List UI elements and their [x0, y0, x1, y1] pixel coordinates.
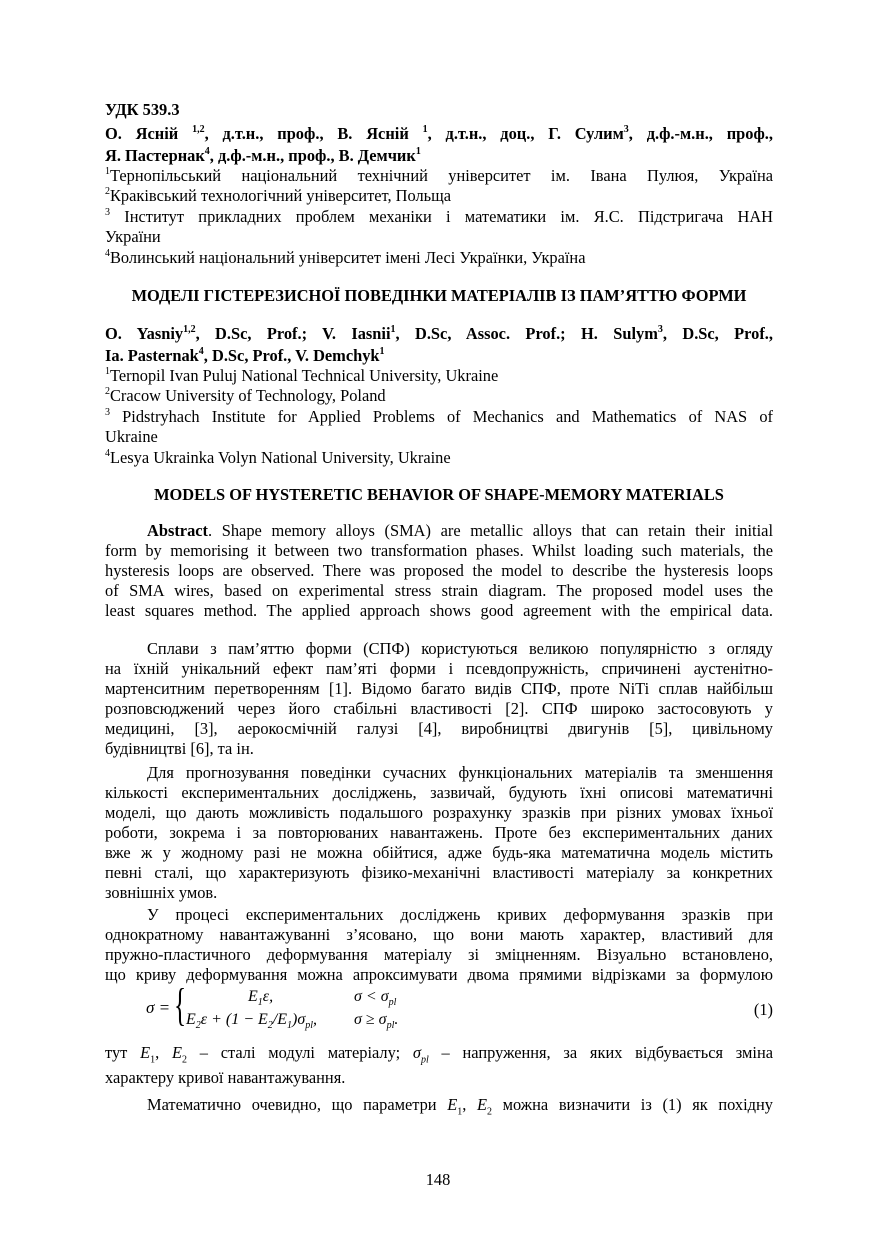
- en-affiliation-4: $^4$Lesya Ukrainka Volyn National University, Ukraine: [105, 447, 451, 467]
- paragraph-line: моделі, що дають можливість подальшого розрахунку зразків при різних умовах їхньої: [105, 803, 773, 822]
- paragraph-line: що криву деформування можна апроксимувати двома прямими відрізками за формулою: [105, 965, 773, 984]
- abstract-line-4: of SMA wires, based on experimental stress strain diagram. The proposed model uses the: [105, 581, 773, 600]
- abstract-line-5: least squares method. The applied approach shows good agreement with the empirical data.: [105, 601, 773, 620]
- en-paper-title: MODELS OF HYSTERETIC BEHAVIOR OF SHAPE-MEMORY MATERIALS: [154, 485, 724, 504]
- paragraph-line: певні сталі, що характеризують фізико-механічні властивості матеріалу за конкретних: [105, 863, 773, 882]
- paragraph-line: мартенситним перетворенням [1]. Відомо багато видів СПФ, проте NiTi сплав найбільш: [105, 679, 773, 698]
- uk-affiliation-3: $^3$ Інститут прикладних проблем механіки і математики ім. Я.С. Підстригача НАН: [105, 206, 773, 226]
- paragraph-3: [105, 905, 773, 985]
- equation-row-2-expr: $E_2\varepsilon + (1 - E_2/E_1)\sigma_{pl}$,: [186, 1011, 317, 1032]
- uk-affiliation-2: $^2$Краківський технологічний університет, Польща: [105, 185, 452, 205]
- uk-paper-title: МОДЕЛІ ГІСТЕРЕЗИСНОЇ ПОВЕДІНКИ МАТЕРІАЛІВ ІЗ ПАМ’ЯТТЮ ФОРМИ: [131, 286, 747, 305]
- equation-row-2-cond: $\sigma \ge \sigma_{pl}$.: [354, 1011, 399, 1032]
- paragraph-line: Сплави з пам’яттю форми (СПФ) користуються великою популярністю з огляду: [147, 639, 773, 658]
- paragraph-5-line-1: Математично очевидно, що параметри $E_1$, $E_2$ можна визначити із (1) як похідну: [147, 1095, 773, 1118]
- paragraph-line: однократному навантажуванні з’ясовано, що вони мають характер, властивий для: [105, 925, 773, 944]
- en-affiliation-1: $^1$Ternopil Ivan Puluj National Technical University, Ukraine: [105, 365, 499, 385]
- paragraph-line: роботи, зокрема і за повторюваних навантажень. Проте без експериментальних даних: [105, 823, 773, 842]
- paragraph-line: Для прогнозування поведінки сучасних функціональних матеріалів та зменшення: [147, 763, 773, 782]
- en-affiliation-3-cont: Ukraine: [105, 427, 158, 446]
- uk-affiliation-3-cont: України: [105, 227, 161, 246]
- paragraph-line: зовнішніх умов.: [105, 883, 218, 902]
- paragraph-line: пружно-пластичного деформування матеріалу зі зміцненням. Візуально встановлено,: [105, 945, 773, 964]
- paragraph-line: на їхній унікальний ефект пам’яті форми і псевдопружність, спричинені аустенітно-: [105, 659, 773, 678]
- paragraph-line: кількості експериментальних досліджень, зазвичай, будують їхні описові математичні: [105, 783, 773, 802]
- udk-code: УДК 539.3: [105, 100, 180, 119]
- uk-authors-line-2: Я. Пастернак$^4$, д.ф.-м.н., проф., В. Демчик$^1$: [105, 145, 421, 165]
- page-number: 148: [425, 1170, 451, 1189]
- equation-1: [146, 979, 773, 1032]
- equation-lhs: σ =: [146, 998, 171, 1017]
- uk-affiliation-4: $^4$Волинський національний університет імені Лесі Українки, Україна: [105, 247, 586, 267]
- paragraph-line: медицині, [3], аерокосмічній галузі [4], виробництві двигунів [5], цивільному: [105, 719, 773, 738]
- abstract-line-1: Abstract. Shape memory alloys (SMA) are metallic alloys that can retain their initial: [147, 521, 773, 540]
- equation-brace: {: [174, 979, 187, 1030]
- en-authors-line-2: Ia. Pasternak$^4$, D.Sc, Prof., V. Demchyk$^1$: [105, 345, 385, 365]
- paragraph-line: розповсюджений через його стабільні властивості [2]. СПФ широко застосовують у: [105, 699, 773, 718]
- equation-row-1-cond: $\sigma < \sigma_{pl}$: [354, 988, 397, 1009]
- paragraph-1: [105, 639, 773, 759]
- abstract-line-3: hysteresis loops are observed. There was proposed the model to describe the hysteresis loops: [105, 561, 773, 580]
- en-affiliation-2: $^2$Cracow University of Technology, Poland: [105, 385, 386, 405]
- paragraph-4-line-1: тут $E_1$, $E_2$ – сталі модулі матеріалу; $\sigma_{pl}$ – напруження, за яких відбувається зміна: [105, 1043, 773, 1066]
- uk-affiliation-1: $^1$Тернопільський національний технічний університет ім. Івана Пулюя, Україна: [105, 165, 773, 185]
- paragraph-line: будівництві [6], та ін.: [105, 739, 254, 758]
- en-authors-line-1: O. Yasniy$^{1,2}$, D.Sc, Prof.; V. Iasnii$^1$, D.Sc, Assoc. Prof.; H. Sulym$^3$, D.Sc, Prof.,: [105, 323, 773, 343]
- abstract: [105, 521, 773, 621]
- paragraph-line: У процесі експериментальних досліджень кривих деформування зразків при: [147, 905, 773, 924]
- equation-row-1-expr: $E_1\varepsilon$,: [248, 988, 274, 1009]
- abstract-line-2: form by memorising it between two transformation phases. Whilst loading such materials, the: [105, 541, 773, 560]
- paragraph-line: вже ж у жодному разі не можна обійтися, адже будь-яка математична модель містить: [105, 843, 773, 862]
- paragraph-2: [105, 763, 773, 903]
- abstract-label: Abstract: [147, 521, 208, 540]
- uk-authors-line-1: О. Ясній $^{1,2}$, д.т.н., проф., В. Ясній $^1$, д.т.н., доц., Г. Сулим$^3$, д.ф.-м.н., проф.,: [105, 123, 774, 143]
- paragraph-4-line-2: характеру кривої навантажування.: [105, 1068, 346, 1087]
- equation-number: (1): [753, 1000, 773, 1019]
- en-affiliation-3: $^3$ Pidstryhach Institute for Applied Problems of Mechanics and Mathematics of NAS of: [105, 406, 773, 426]
